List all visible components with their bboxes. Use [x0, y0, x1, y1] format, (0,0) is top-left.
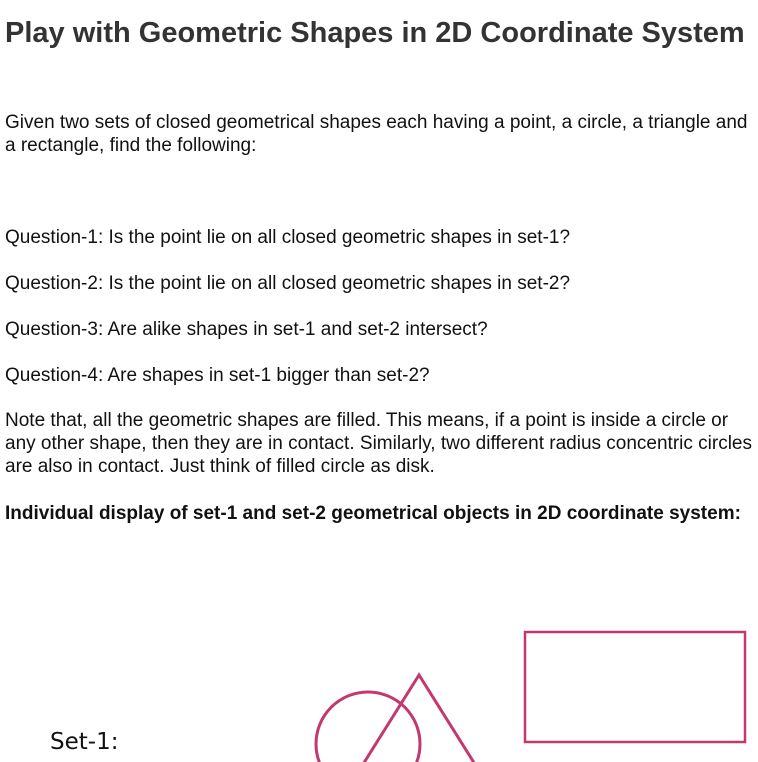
set-1-circle [316, 692, 420, 762]
question-2: Question-2: Is the point lie on all closed geometric shapes in set-2? [5, 273, 571, 294]
set-1-label: Set-1: [50, 729, 119, 755]
section-subheading: Individual display of set-1 and set-2 geometrical objects in 2D coordinate system: [5, 503, 741, 524]
set-1-figure [0, 580, 758, 762]
set-1-rectangle [525, 632, 745, 742]
question-3: Question-3: Are alike shapes in set-1 and set-2 intersect? [5, 319, 488, 340]
question-4: Question-4: Are shapes in set-1 bigger than set-2? [5, 365, 430, 386]
intro-paragraph: Given two sets of closed geometrical shapes each having a point, a circle, a triangle and a rectangle, find the following: [5, 112, 748, 156]
page-title: Play with Geometric Shapes in 2D Coordinate System [5, 17, 745, 49]
note-paragraph: Note that, all the geometric shapes are filled. This means, if a point is inside a circle or any other shape, then they are in contact. Similarly, two different radius concentric circles are also in contact. Just think of filled circle as disk. [5, 410, 752, 477]
question-1: Question-1: Is the point lie on all closed geometric shapes in set-1? [5, 227, 571, 248]
